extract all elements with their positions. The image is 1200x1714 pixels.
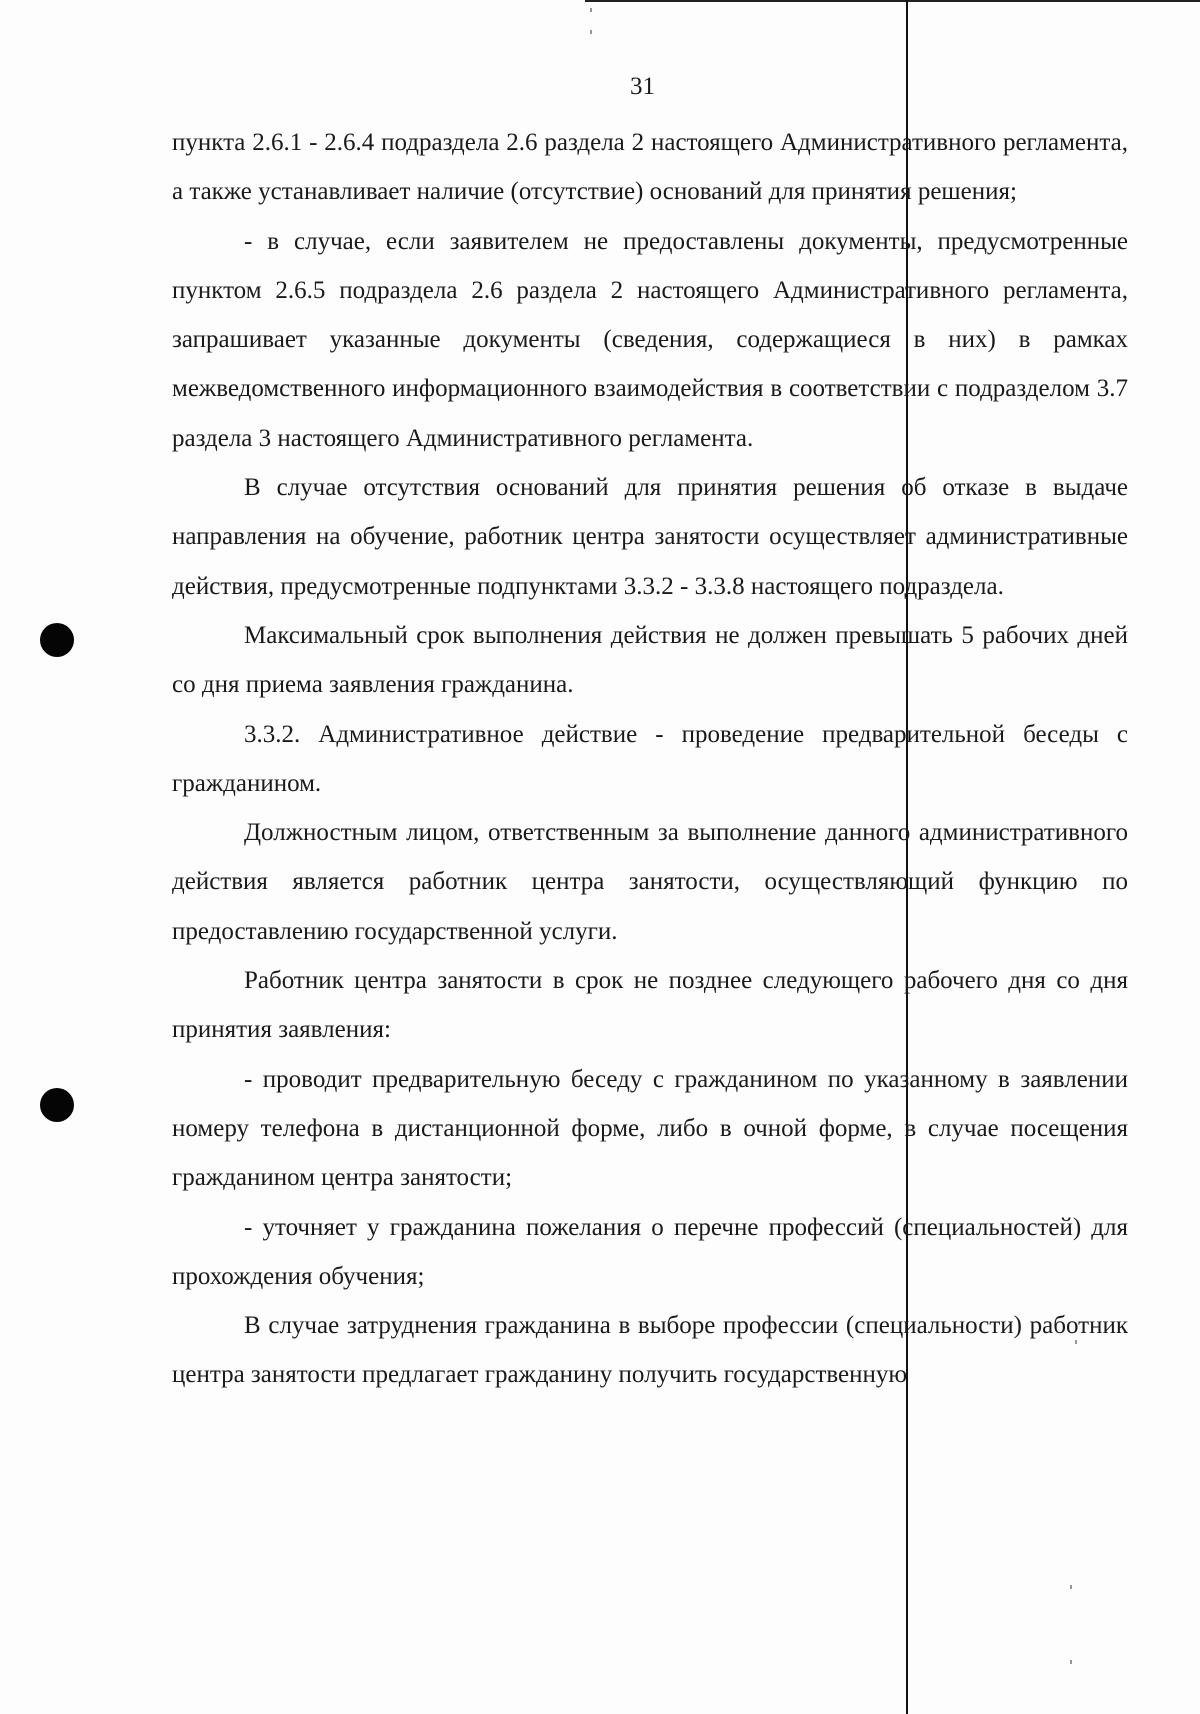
paragraph: В случае отсутствия оснований для принятия решения об отказе в выдаче направления на обучение, работник центра занятости осуществляет административные действия, предусмотренные подпунктами 3.3.2 - 3.3.8 настоящего подраздела.: [172, 474, 1128, 600]
paragraph: Работник центра занятости в срок не позднее следующего рабочего дня со дня принятия заявления:: [172, 967, 1128, 1044]
paragraph: пункта 2.6.1 - 2.6.4 подраздела 2.6 раздела 2 настоящего Административного регламента, а также устанавливает наличие (отсутствие) оснований для принятия решения;: [172, 129, 1128, 206]
scan-speck: [1070, 1585, 1072, 1589]
scan-speck: [1070, 1660, 1072, 1664]
paragraph: Максимальный срок выполнения действия не должен превышать 5 рабочих дней со дня приема заявления гражданина.: [172, 621, 1128, 699]
punch-hole: [40, 623, 74, 657]
paragraph: - уточняет у гражданина пожелания о перечне профессий (специальностей) для прохождения обучения;: [172, 1213, 1128, 1290]
paragraph: - проводит предварительную беседу с гражданином по указанному в заявлении номеру телефона в дистанционной форме, либо в очной форме, в случае посещения гражданином центра занятости;: [172, 1065, 1128, 1192]
punch-hole: [40, 1088, 74, 1122]
scan-top-rule: [585, 0, 1200, 2]
scan-speck: [590, 8, 592, 12]
document-body: [172, 118, 1128, 1400]
paragraph: - в случае, если заявителем не предоставлены документы, предусмотренные пунктом 2.6.5 подраздела 2.6 раздела 2 настоящего Административного регламента, запрашивает указанные документы (сведения, содержащиеся в них) в рамках межведомственного информационного взаимодействия в соответствии с подразделом 3.7 раздела 3 настоящего Административного регламента.: [172, 227, 1128, 452]
paragraph: 3.3.2. Административное действие - проведение предварительной беседы с гражданином.: [172, 720, 1128, 797]
paragraph: В случае затруднения гражданина в выборе профессии (специальности) работник центра занятости предлагает гражданину получить государственную: [172, 1312, 1128, 1389]
paragraph: Должностным лицом, ответственным за выполнение данного административного действия является работник центра занятости, осуществляющий функцию по предоставлению государственной услуги.: [172, 819, 1128, 945]
page-number: 31: [630, 73, 655, 100]
scan-speck: [590, 30, 592, 34]
